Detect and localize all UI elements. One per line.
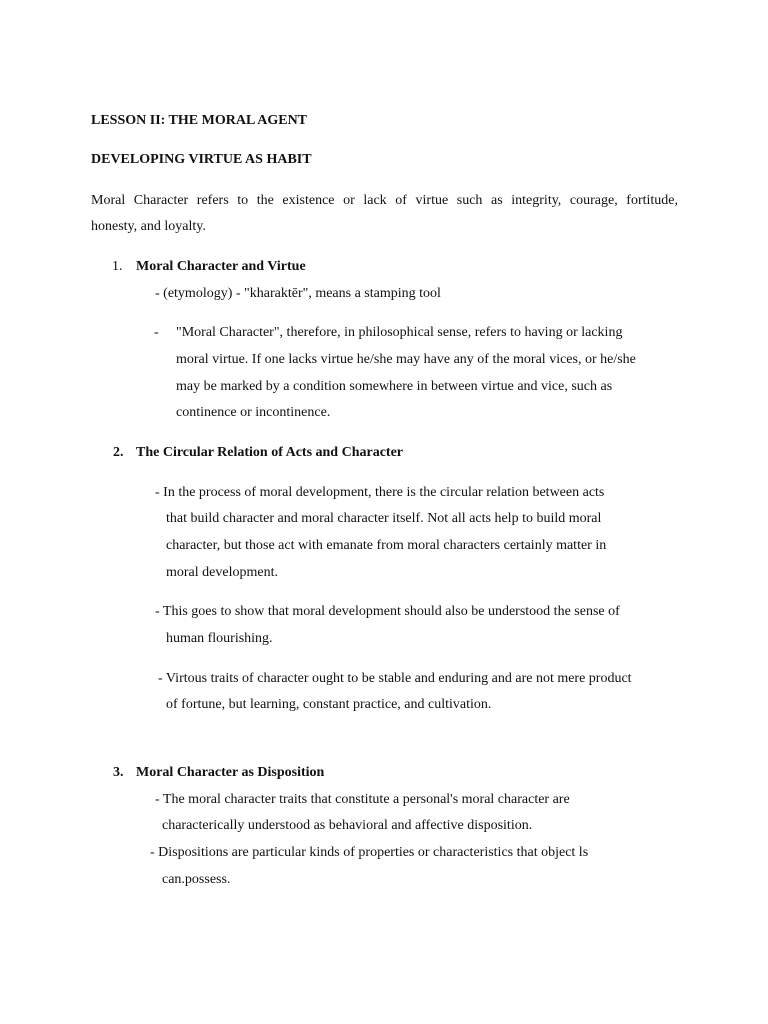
- section-1-bullet-2-line-2: moral virtue. If one lacks virtue he/she may have any of the moral vices, or he/she: [176, 352, 636, 367]
- section-1-bullet-2-line-4: continence or incontinence.: [176, 405, 331, 420]
- section-2-para-3-line-1: - Virtous traits of character ought to be stable and enduring and are not mere product: [158, 671, 632, 686]
- section-1-number: 1.: [112, 259, 123, 274]
- section-2-para-3-line-2: of fortune, but learning, constant practice, and cultivation.: [166, 697, 492, 712]
- section-2-para-1-line-4: moral development.: [166, 565, 278, 580]
- section-3-para-1-line-1: - The moral character traits that constitute a personal's moral character are: [155, 792, 570, 807]
- section-2-para-1-line-1: - In the process of moral development, there is the circular relation between acts: [155, 485, 605, 500]
- section-2-para-2-line-1: - This goes to show that moral development should also be understood the sense of: [155, 604, 620, 619]
- section-3-heading: Moral Character as Disposition: [136, 765, 325, 780]
- section-1-bullet-2-line-1: "Moral Character", therefore, in philosophical sense, refers to having or lacking: [176, 325, 623, 340]
- section-2-heading: The Circular Relation of Acts and Character: [136, 445, 404, 460]
- section-2-para-1-line-2: that build character and moral character itself. Not all acts help to build moral: [166, 511, 602, 526]
- section-1-heading: Moral Character and Virtue: [136, 259, 306, 274]
- section-3-para-2-line-1: - Dispositions are particular kinds of properties or characteristics that object ls: [150, 845, 589, 860]
- section-1-bullet-2-line-3: may be marked by a condition somewhere in between virtue and vice, such as: [176, 379, 613, 394]
- section-2-para-1-line-3: character, but those act with emanate from moral characters certainly matter in: [166, 538, 607, 553]
- lesson-title: LESSON II: THE MORAL AGENT: [91, 113, 308, 128]
- intro-line-2: honesty, and loyalty.: [91, 219, 206, 234]
- section-2-number: 2.: [113, 445, 124, 460]
- section-2-para-2-line-2: human flourishing.: [166, 631, 273, 646]
- section-1-bullet-2-dash: -: [154, 325, 159, 340]
- section-1-bullet-1: - (etymology) - "kharaktēr", means a stamping tool: [155, 286, 441, 301]
- lesson-subtitle: DEVELOPING VIRTUE AS HABIT: [91, 152, 312, 167]
- intro-line-1: Moral Character refers to the existence or lack of virtue such as integrity, courage, fortitude,: [91, 193, 678, 208]
- section-3-para-1-line-2: characterically understood as behavioral and affective disposition.: [162, 818, 533, 833]
- section-3-number: 3.: [113, 765, 124, 780]
- section-3-para-2-line-2: can.possess.: [162, 872, 231, 887]
